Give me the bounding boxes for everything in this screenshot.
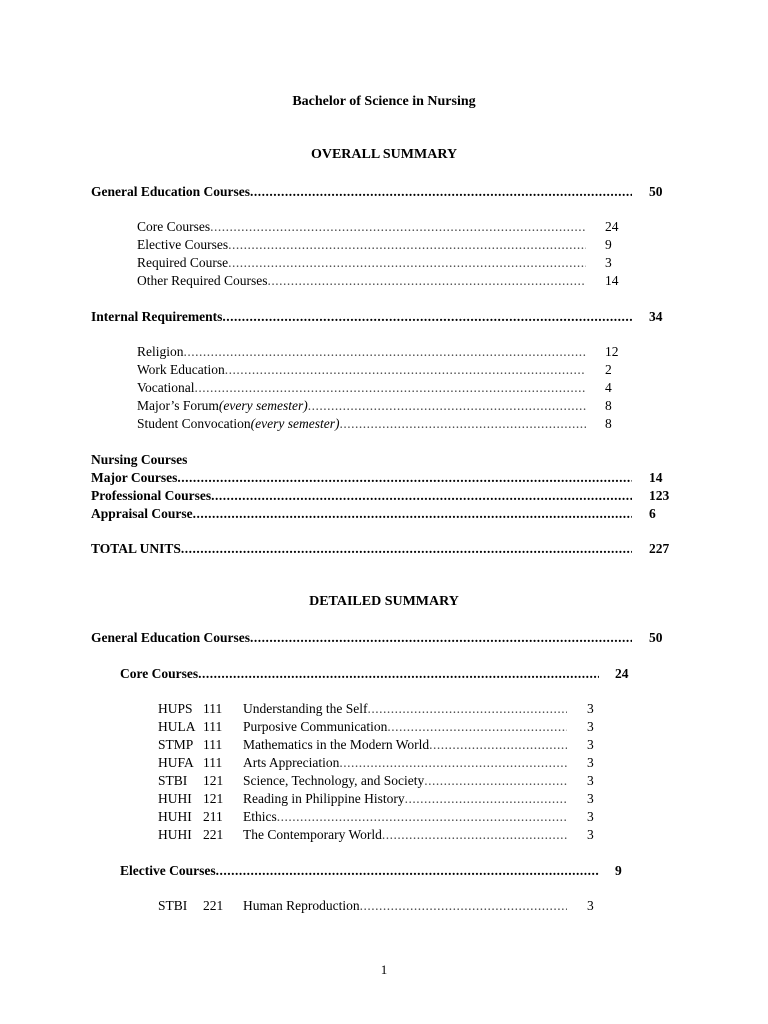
course-name-row	[243, 808, 567, 826]
item-value: 24	[605, 219, 619, 234]
course-dept: HULA	[158, 719, 196, 734]
leader-dots	[198, 665, 599, 683]
course-name: The Contemporary World	[243, 827, 382, 842]
course-name: Arts Appreciation	[243, 755, 340, 770]
course-name-row	[243, 736, 567, 754]
overall-internal-item	[137, 361, 586, 379]
course-name-row	[243, 772, 567, 790]
leader-dots	[267, 272, 586, 290]
course-dept: STBI	[158, 898, 188, 913]
document-title: Bachelor of Science in Nursing	[292, 94, 476, 109]
overall-internal-item	[137, 415, 586, 433]
course-number: 111	[203, 737, 223, 752]
item-value: 12	[605, 344, 619, 359]
leader-dots	[339, 754, 567, 772]
leader-dots	[184, 343, 587, 361]
item-label: Elective Courses	[137, 237, 229, 252]
detailed-core-row	[120, 665, 599, 683]
course-units: 3	[587, 898, 594, 913]
detailed-gen-ed-value: 50	[649, 630, 663, 645]
leader-dots	[429, 736, 567, 754]
item-label: Vocational	[137, 380, 195, 395]
item-label: Required Course	[137, 255, 229, 270]
course-name: Purposive Communication	[243, 719, 388, 734]
detailed-elective-value: 9	[615, 863, 622, 878]
course-dept: HUPS	[158, 701, 193, 716]
item-value: 123	[649, 488, 670, 503]
overall-internal-item	[137, 397, 586, 415]
item-value: 14	[649, 470, 663, 485]
course-number: 121	[203, 773, 224, 788]
total-units-row	[91, 540, 632, 558]
detailed-elective-row	[120, 862, 599, 880]
overall-gen-ed-item	[137, 272, 586, 290]
leader-dots	[228, 254, 586, 272]
course-number: 111	[203, 755, 223, 770]
course-dept: HUHI	[158, 827, 192, 842]
item-value: 4	[605, 380, 612, 395]
course-units: 3	[587, 809, 594, 824]
leader-dots	[216, 862, 599, 880]
course-dept: HUHI	[158, 809, 192, 824]
course-number: 111	[203, 719, 223, 734]
item-label: Appraisal Course	[91, 506, 193, 521]
detailed-core-value: 24	[615, 666, 629, 681]
course-name-row	[243, 826, 567, 844]
leader-dots	[177, 469, 632, 487]
course-name: Ethics	[243, 809, 277, 824]
nursing-item	[91, 487, 632, 505]
course-units: 3	[587, 791, 594, 806]
leader-dots	[339, 415, 586, 433]
course-name-row	[243, 790, 567, 808]
leader-dots	[424, 772, 567, 790]
course-name-row	[243, 700, 567, 718]
leader-dots	[222, 308, 632, 326]
course-units: 3	[587, 773, 594, 788]
overall-internal-value: 34	[649, 309, 663, 324]
page-number: 1	[380, 962, 388, 977]
overall-gen-ed-row	[91, 183, 632, 201]
item-note: (every semester)	[218, 398, 308, 413]
nursing-courses-heading: Nursing Courses	[91, 452, 188, 467]
course-name-row	[243, 897, 567, 915]
overall-gen-ed-item	[137, 218, 586, 236]
course-name: Human Reproduction	[243, 898, 360, 913]
detailed-gen-ed-row	[91, 629, 632, 647]
item-label: Core Courses	[137, 219, 211, 234]
overall-internal-label: Internal Requirements	[91, 309, 223, 324]
item-label: Religion	[137, 344, 184, 359]
course-units: 3	[587, 719, 594, 734]
detailed-elective-label: Elective Courses	[120, 863, 216, 878]
item-value: 8	[605, 416, 612, 431]
item-label: Major Courses	[91, 470, 178, 485]
course-name: Understanding the Self	[243, 701, 368, 716]
course-name-row	[243, 754, 567, 772]
leader-dots	[228, 236, 586, 254]
leader-dots	[405, 790, 567, 808]
course-number: 111	[203, 701, 223, 716]
leader-dots	[382, 826, 567, 844]
item-value: 6	[649, 506, 656, 521]
leader-dots	[308, 397, 586, 415]
course-dept: STMP	[158, 737, 194, 752]
course-name: Mathematics in the Modern World	[243, 737, 430, 752]
leader-dots	[195, 379, 587, 397]
item-value: 3	[605, 255, 612, 270]
detailed-summary-heading: DETAILED SUMMARY	[309, 594, 459, 609]
leader-dots	[367, 700, 567, 718]
leader-dots	[387, 718, 567, 736]
overall-internal-item	[137, 379, 586, 397]
course-name-row	[243, 718, 567, 736]
nursing-item	[91, 505, 632, 523]
course-units: 3	[587, 701, 594, 716]
detailed-gen-ed-label: General Education Courses	[91, 630, 251, 645]
course-units: 3	[587, 755, 594, 770]
leader-dots	[250, 629, 632, 647]
item-note: (every semester)	[250, 416, 340, 431]
overall-gen-ed-item	[137, 236, 586, 254]
course-number: 221	[203, 898, 224, 913]
item-value: 2	[605, 362, 612, 377]
total-units-label: TOTAL UNITS	[91, 541, 181, 556]
overall-internal-row	[91, 308, 632, 326]
nursing-item	[91, 469, 632, 487]
item-label: Student Convocation	[137, 416, 251, 431]
course-number: 211	[203, 809, 223, 824]
overall-gen-ed-label: General Education Courses	[91, 184, 251, 199]
course-units: 3	[587, 827, 594, 842]
leader-dots	[360, 897, 567, 915]
overall-summary-heading: OVERALL SUMMARY	[310, 147, 458, 162]
item-label: Work Education	[137, 362, 225, 377]
item-label: Other Required Courses	[137, 273, 268, 288]
leader-dots	[250, 183, 632, 201]
item-value: 8	[605, 398, 612, 413]
item-value: 14	[605, 273, 619, 288]
course-units: 3	[587, 737, 594, 752]
course-number: 221	[203, 827, 224, 842]
leader-dots	[181, 540, 632, 558]
course-dept: STBI	[158, 773, 188, 788]
leader-dots	[277, 808, 567, 826]
overall-internal-item	[137, 343, 586, 361]
course-dept: HUFA	[158, 755, 194, 770]
course-name: Science, Technology, and Society	[243, 773, 425, 788]
item-value: 9	[605, 237, 612, 252]
course-number: 121	[203, 791, 224, 806]
item-label: Major’s Forum	[137, 398, 219, 413]
leader-dots	[225, 361, 586, 379]
course-dept: HUHI	[158, 791, 192, 806]
overall-gen-ed-item	[137, 254, 586, 272]
leader-dots	[210, 218, 586, 236]
overall-gen-ed-value: 50	[649, 184, 663, 199]
total-units-value: 227	[649, 541, 670, 556]
detailed-core-label: Core Courses	[120, 666, 199, 681]
item-label: Professional Courses	[91, 488, 212, 503]
leader-dots	[211, 487, 632, 505]
course-name: Reading in Philippine History	[243, 791, 405, 806]
leader-dots	[193, 505, 632, 523]
